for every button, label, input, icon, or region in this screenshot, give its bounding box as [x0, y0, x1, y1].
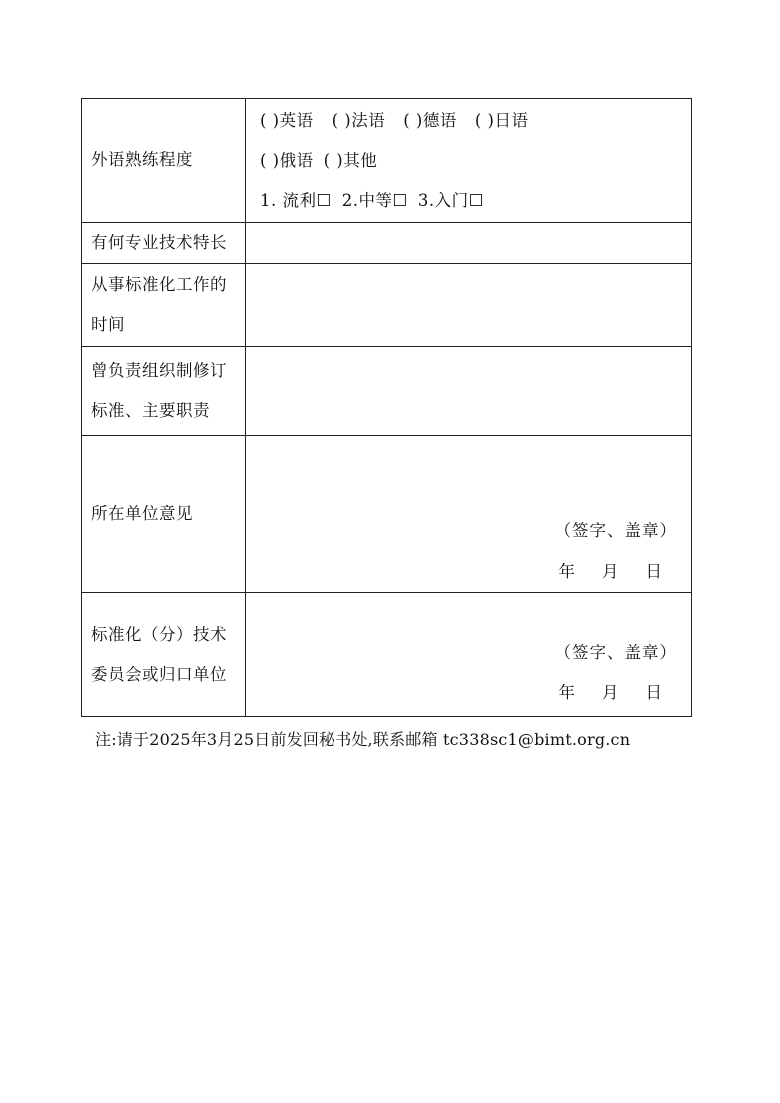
std-org-label	[82, 347, 246, 436]
committee-opinion-field[interactable]	[246, 593, 692, 717]
std-time-field[interactable]	[246, 264, 692, 347]
option-other[interactable]: ( )其他	[323, 150, 378, 170]
unit-date-month: 月	[602, 562, 620, 581]
footnote: 注:请于2025年3月25日前发回秘书处,联系邮箱 tc338sc1@bimt.org.cn	[95, 730, 631, 749]
std-time-label-line-2: 时间	[91, 315, 125, 334]
unit-opinion-field[interactable]	[246, 436, 692, 593]
std-org-label-line-1: 曾负责组织制修订	[91, 361, 227, 380]
unit-sign-seal-text: （签字、盖章）	[554, 521, 677, 540]
committee-opinion-label	[82, 593, 246, 717]
option-english[interactable]: ( )英语	[260, 110, 314, 130]
std-time-label-line-1: 从事标准化工作的	[91, 275, 227, 294]
committee-sign-seal-text: （签字、盖章）	[554, 643, 677, 662]
std-time-label	[82, 264, 246, 347]
level-fluent-checkbox[interactable]: 1. 流利☐	[260, 190, 332, 210]
unit-date-year: 年	[558, 562, 576, 581]
row-unit-opinion	[82, 436, 692, 593]
language-line-2	[246, 141, 691, 181]
row-std-org	[82, 347, 692, 436]
committee-date-month: 月	[602, 683, 620, 702]
language-label: 外语熟练程度	[82, 99, 246, 223]
std-org-field[interactable]	[246, 347, 692, 436]
option-french[interactable]: ( )法语	[331, 110, 386, 130]
unit-opinion-label: 所在单位意见	[82, 436, 246, 593]
row-specialty	[82, 223, 692, 264]
level-beginner-checkbox[interactable]: 3.入门☐	[417, 190, 484, 210]
option-russian[interactable]: ( )俄语	[260, 150, 314, 170]
row-committee-opinion	[82, 593, 692, 717]
committee-date-line	[559, 685, 664, 702]
committee-date-day: 日	[645, 683, 663, 702]
committee-label-line-1: 标准化（分）技术	[91, 624, 227, 644]
specialty-field[interactable]	[246, 223, 692, 264]
committee-label-line-2: 委员会或归口单位	[91, 664, 227, 684]
row-language	[82, 99, 692, 223]
language-options-cell	[246, 99, 692, 223]
committee-date-year: 年	[558, 683, 576, 702]
option-german[interactable]: ( )德语	[403, 110, 457, 130]
specialty-label: 有何专业技术特长	[82, 223, 246, 264]
unit-date-day: 日	[645, 562, 663, 581]
language-line-3	[246, 181, 691, 221]
language-line-1	[246, 101, 691, 141]
std-org-label-line-2: 标准、主要职责	[91, 401, 210, 420]
option-japanese[interactable]: ( )日语	[474, 110, 529, 130]
level-medium-checkbox[interactable]: 2.中等☐	[341, 190, 408, 210]
unit-date-line	[559, 564, 664, 581]
application-form-table	[81, 98, 692, 717]
row-std-time	[82, 264, 692, 347]
